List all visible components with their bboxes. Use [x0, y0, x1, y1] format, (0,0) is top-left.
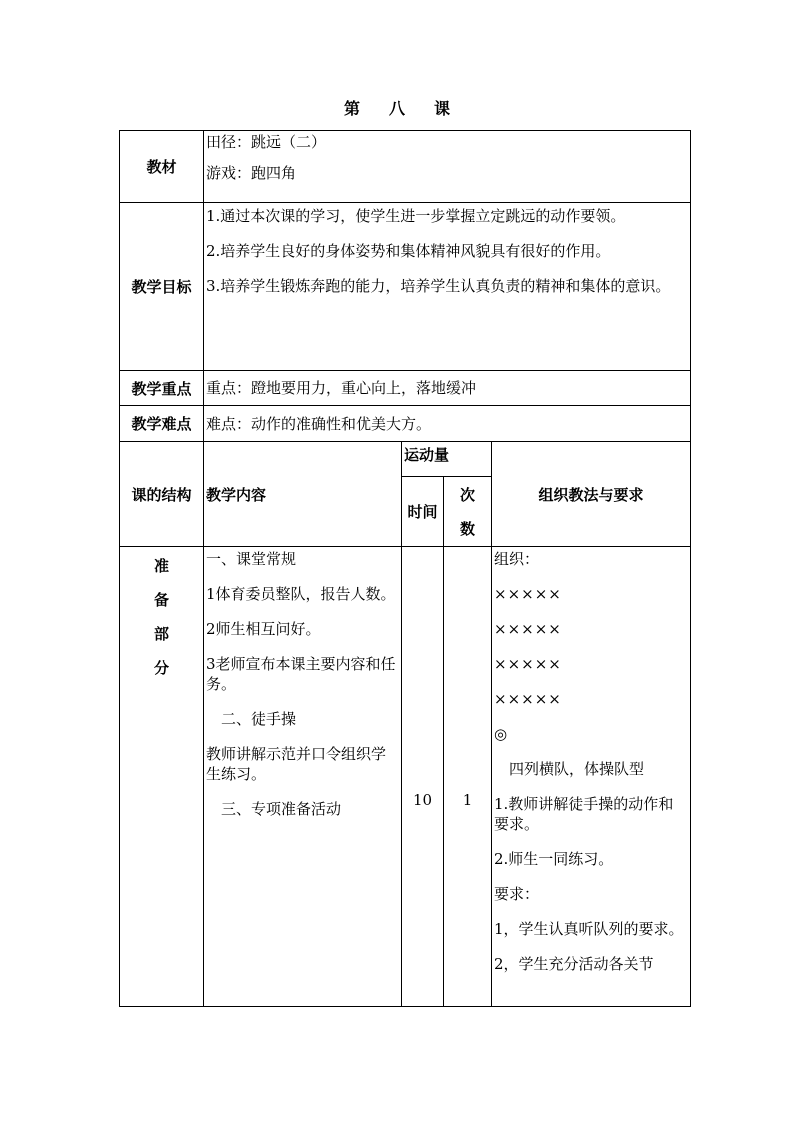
method-line: 四列横队，体操队型 [494, 760, 645, 778]
prep-char: 备 [153, 591, 169, 609]
prep-content-line: 3老师宣布本课主要内容和任务。 [206, 655, 396, 693]
prep-content-line: 一、课堂常规 [206, 550, 297, 568]
method-line: 1，学生认真听队列的要求。 [494, 920, 684, 938]
method-line: 要求： [494, 885, 540, 903]
prep-content-line: 三、专项准备活动 [206, 800, 342, 818]
header-time: 时间 [402, 477, 444, 547]
difficulty-text: 难点：动作的准确性和优美大方。 [206, 414, 432, 433]
method-line: 2，学生充分活动各关节 [494, 955, 654, 973]
formation-row: ××××× [494, 655, 562, 673]
goal-item: 1.通过本次课的学习，使学生进一步掌握立定跳远的动作要领。 [206, 207, 626, 225]
material-line: 游戏：跑四角 [206, 164, 297, 182]
label-teaching-material: 教材 [120, 131, 204, 203]
label-difficulty: 教学难点 [120, 406, 204, 442]
prep-content-line: 二、徒手操 [206, 710, 297, 728]
header-structure: 课的结构 [120, 442, 204, 547]
material-line: 田径：跳远（二） [206, 133, 327, 151]
prep-content-line: 1体育委员整队，报告人数。 [206, 585, 396, 603]
prep-content-line: 2师生相互问好。 [206, 620, 321, 638]
formation-row: ××××× [494, 585, 562, 603]
header-row-1 [120, 442, 691, 477]
difficulty-content [204, 406, 691, 442]
lesson-title [0, 96, 794, 119]
title-char: 课 [433, 99, 450, 118]
teaching-goal-content [204, 203, 691, 371]
header-count-char: 次 [459, 485, 475, 504]
teacher-position-symbol: ◎ [494, 725, 508, 743]
goal-item: 3.培养学生锻炼奔跑的能力，培养学生认真负责的精神和集体的意识。 [206, 277, 671, 295]
prep-method [492, 547, 691, 1007]
row-difficulty [120, 406, 691, 442]
row-prep [120, 547, 691, 1007]
label-key-point: 教学重点 [120, 371, 204, 406]
prep-count: 1 [444, 547, 492, 1007]
title-char: 第 [343, 99, 360, 118]
row-teaching-material [120, 131, 691, 203]
header-method: 组织教法与要求 [492, 442, 691, 547]
lesson-plan-table [119, 130, 691, 1007]
header-content: 教学内容 [204, 442, 402, 547]
row-key-point [120, 371, 691, 406]
prep-char: 部 [153, 625, 169, 643]
row-teaching-goal [120, 203, 691, 371]
prep-time: 10 [402, 547, 444, 1007]
label-teaching-goal: 教学目标 [120, 203, 204, 371]
method-line: 1.教师讲解徒手操的动作和要求。 [494, 795, 674, 833]
teaching-material-content [204, 131, 691, 203]
header-count-char: 数 [459, 519, 475, 538]
prep-content [204, 547, 402, 1007]
method-line: 组织： [494, 550, 540, 568]
key-point-text: 重点：蹬地要用力，重心向上，落地缓冲 [206, 379, 477, 397]
method-line: 2.师生一同练习。 [494, 850, 614, 868]
prep-char: 分 [153, 659, 169, 677]
prep-content-line: 教师讲解示范并口令组织学生练习。 [206, 745, 387, 783]
key-point-content [204, 371, 691, 406]
formation-row: ××××× [494, 690, 562, 708]
goal-item: 2.培养学生良好的身体姿势和集体精神风貌具有很好的作用。 [206, 242, 611, 260]
header-count [444, 477, 492, 547]
formation-row: ××××× [494, 620, 562, 638]
prep-section-label [120, 547, 204, 1007]
prep-char: 准 [153, 557, 169, 575]
header-load: 运动量 [402, 442, 492, 477]
title-char: 八 [388, 99, 405, 118]
